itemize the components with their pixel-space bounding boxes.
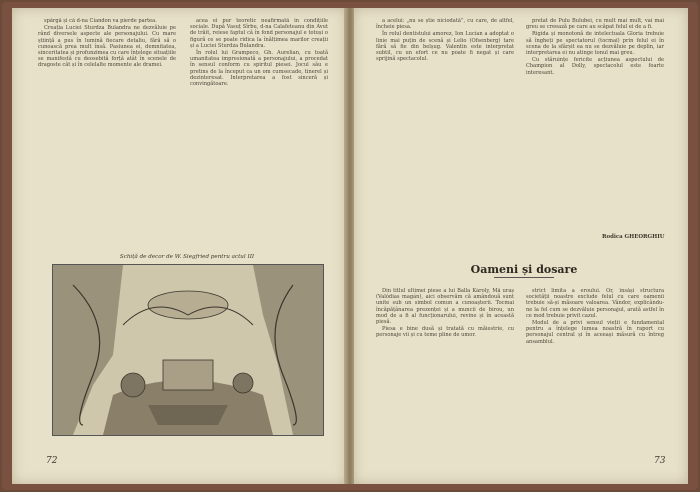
page-number-right: 73 [654, 456, 666, 466]
author-signature: Rodica GHEORGHIU [602, 234, 665, 240]
right-column-1 [376, 18, 514, 254]
page-number-left: 72 [46, 456, 58, 466]
section-title: Oameni și dosare [470, 263, 578, 276]
paragraph: pretat de Pulu Bulubei, cu mult mai mult, vai mai greu se creează pe care au scăpat felul ei de a fi. [526, 18, 664, 31]
left-column-1 [38, 18, 176, 248]
paragraph: strict limita a eroului. Or, însăși structura societății noastre exclude felul cu care oamenii trebuie să-și măsoare valoarea. Vândor, explicându-ne la fel cum se dezvăluie personajul, arată astfel în ce mod trebuie privit cazul. [526, 288, 664, 319]
paragraph: Rigida și monotonă de intelectuala Gloria trebuie să îngheți pe spectatorul (tocmai) prin felul ei în scena de la sfârșit ea nu se dezvăluie pe deplin, iar interpretarea ei nu atinge tonul mai greu. [526, 31, 664, 57]
paragraph: spărgă și că d-na Ciandon va pierde partea. [44, 18, 157, 24]
left-column-2 [190, 18, 328, 248]
illustration-caption: Schiță de decor de W. Siegfried pentru actul III [119, 254, 255, 260]
paragraph: acea ei pur teoretic neafirmată în condițiile sociale. După Vasuț Sîrbu, d-na Calafeteanu din Avut de trăit, reiese faptul că în fond personajul e totuși o figură ce se poate ridica la înălțimea marilor creații și a Luciei Sturdza Bulandra. [190, 18, 328, 49]
right-column-4 [526, 288, 664, 448]
paragraph: În rolul lui Grampeco, Gh. Aurelian, cu toată umanitatea impresionată a personajului, a procedat în sensul conform cu spiritul piesei. Jocul său e pretins de la început ca un om cumsecade, tinerel și dezinteresat. Interpretarea a fost sinceră și convingătoare. [190, 50, 328, 88]
left-page [12, 8, 346, 484]
paragraph: Creația Luciei Sturdza Bulandra ne dezvăluie pe rând diversele aspecte ale personajului. Cu mare știință a pus în lumină fiecare detaliu, fără să o cunoască prea mult însă. Pasiunea ei, demnitatea, sinceritatea și profunzimea cu care înțelege situațiile se manifestă cu deosebită forță atât în scenele de dragoste cât și în celelalte momente ale dramei. [38, 25, 176, 69]
paragraph: Modul de a privi sensul vieții e fundamental pentru a înțelege lumea noastră în raport cu personajul central și în aceeași măsură cu întreg ansamblul. [526, 320, 664, 345]
paragraph: Piesa e bine dusă și tratată cu măiestrie, cu personaje vii și cu teme pline de umor. [376, 326, 514, 339]
paragraph: Din titlul ultimei piese a lui Balla Károly, Mă uraș (Valódias magán), aici observăm că amândouă sunt unite sub un simbol comun a cunoașterii. Tocmai încăpățânarea prezenței și a muncii de birou, un mod de a fi al funcționarului, revine și în această piesă. [376, 288, 514, 326]
paragraph: Cu stăruințe fericite acțiunea aspectului de Champion al Dolly, spectacolul este foarte interesant. [526, 57, 664, 76]
stage-design-illustration [52, 264, 324, 436]
right-column-2 [526, 18, 664, 230]
right-page [354, 8, 688, 484]
title-divider [494, 277, 554, 278]
paragraph: a acelui: „nu se știe niciodată”, cu care, de altfel, încheie piesa. [376, 18, 514, 31]
right-column-3 [376, 288, 514, 468]
paragraph: În rolul dentistului amorez, Ion Lucian a adoptat o linie mai puțin de scenă și Lelio (Ofsenberg) tare fără să fie din belșug. Valentin este interpretat subtil, cu un efort ce nu poate fi negat și care sprijină spectacolul. [376, 31, 514, 63]
